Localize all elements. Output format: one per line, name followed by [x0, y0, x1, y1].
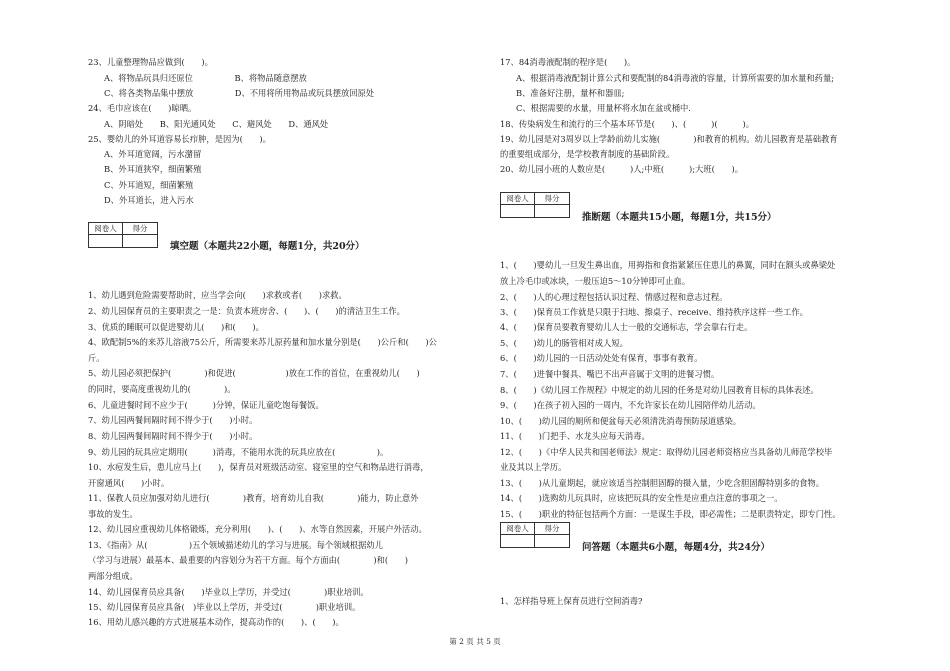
question-line: 23、儿童整理物品应做到( )。: [88, 57, 213, 67]
question-line: 11、保教人员应加强对幼儿进行( )教育，培育幼儿自我( )能力，防止意外: [88, 493, 419, 503]
reviewer-label: 阅卷人: [89, 223, 123, 235]
question-line: 5、幼儿园必须把保护( )和促进( )放在工作的首位，在重视幼儿( ): [88, 368, 420, 378]
judge-section-title: 推断题（本题共15小题，每题1分，共15分）: [582, 212, 777, 223]
reviewer-cell: [89, 235, 123, 247]
question-line: A、阴暗处 B、阳光通风处 C、避风处 D、通风处: [104, 119, 329, 129]
question-line: 12、幼儿园应重视幼儿体格锻炼，充分利用( )、( )、水等自然因素，开展户外活动。: [88, 524, 427, 534]
question-line: 业及其以上学历。: [500, 462, 567, 472]
question-line: 9、幼儿园的玩具应定期用( )消毒，不能用水洗的玩具应放在( )。: [88, 447, 389, 457]
score-cell: [535, 205, 569, 217]
question-line: B、外耳道狭窄，细菌繁殖: [104, 164, 202, 174]
question-line: 的同时，要高度重视幼儿的( )。: [88, 384, 236, 394]
question-line: 10、水痘发生后，患儿应马上( )，保育员对班级活动室、寝室里的空气和物品进行消毒，: [88, 462, 429, 472]
question-line: 7、( )进餐中餐具、嘴巴不出声音属于文明的进餐习惯。: [500, 369, 720, 379]
question-line: A、将物品玩具归还原位 B、将物品随意摆放: [104, 73, 307, 83]
reviewer-label: 阅卷人: [501, 193, 535, 205]
question-line: 13、《指南》从( )五个领域描述幼儿的学习与进展。每个领域根据幼儿: [88, 540, 383, 550]
question-line: 14、幼儿园保育员应具备( )毕业以上学历，并受过( )职业培训。: [88, 587, 369, 597]
question-line: 24、毛巾应该在( )晾晒。: [88, 103, 197, 113]
question-line: 13、( )从儿童期起，就应该适当控制胆固醇的摄入量，少吃含胆固醇特别多的食物。: [500, 478, 825, 488]
question-line: 4、欧配制5%的来苏儿溶液75公斤，所需要来苏儿原药量和加水量分别是( )公斤和( )公: [88, 337, 437, 347]
question-line: 15、( )职业的特征包括两个方面：一是谋生手段，即必需性；二是职责特定，即专门性。: [500, 509, 841, 519]
question-line: C、根据需要的水量，用量杯将水加在盆或桶中.: [516, 103, 691, 113]
question-line: 14、( )选购幼儿玩具时，应该把玩具的安全性是应重点注意的事项之一。: [500, 493, 783, 503]
score-label: 得分: [123, 223, 157, 235]
question-line: D、外耳道长，进入污水: [104, 195, 194, 205]
question-line: 放上冷毛巾或冰块，一般压迫5～10分钟即可止血。: [500, 276, 691, 286]
question-line: 2、( )人的心理过程包括认识过程、情感过程和意志过程。: [500, 292, 728, 302]
score-box-qa: [500, 522, 570, 548]
question-line: 1、幼儿遇到危险需要帮助时，应当学会向( )求救或者( )求救。: [88, 290, 347, 300]
reviewer-cell: [501, 535, 535, 547]
question-line: 3、优质的睡眠可以促进婴幼儿( )和( )。: [88, 322, 264, 332]
question-line: A、外耳道宽阔，污水潴留: [104, 149, 202, 159]
question-line: 4、( )保育员要教育婴幼儿人士一般的交通标志，学会靠右行走。: [500, 322, 753, 332]
question-line: 开窗通风( )小时。: [88, 478, 170, 488]
question-line: C、将各类物品集中摆放 D、不用将所用物品或玩具摆放回原处: [104, 88, 375, 98]
question-line: 2、幼儿园保育员的主要职责之一是：负责本班房舍、( )、( )的清洁卫生工作。: [88, 306, 405, 316]
score-label: 得分: [535, 193, 569, 205]
score-cell: [535, 535, 569, 547]
question-line: （学习与进展）最基本、最重要的内容划分为若干方面。每个方面由( )和( ): [88, 555, 408, 565]
question-line: 19、幼儿园是对3周岁以上学龄前幼儿实施( )和教育的机构。幼儿园教育是基础教育: [500, 134, 838, 144]
question-line: B、准备好注册，量杯和器皿;: [516, 88, 625, 98]
question-line: 15、幼儿园保育员应具备( )毕业以上学历，并受过( )职业培训。: [88, 602, 361, 612]
question-line: 斤。: [88, 353, 105, 363]
question-line: 18、传染病发生和流行的三个基本环节是( )、( )( )。: [500, 119, 754, 129]
qa-section-title: 问答题（本题共6小题，每题4分，共24分）: [582, 542, 770, 553]
question-line: 1、怎样指导班上保育员进行空间消毒?: [500, 596, 643, 606]
question-line: 事故的发生。: [88, 509, 138, 519]
question-line: 17、84消毒液配制的程序是( )。: [500, 57, 636, 67]
reviewer-label: 阅卷人: [501, 523, 535, 535]
question-line: 6、( )幼儿园的一日活动处处有保育，事事有教育。: [500, 353, 703, 363]
question-line: 8、( )《幼儿园工作规程》中规定的幼儿园的任务是对幼儿园教育目标的具体表述。: [500, 385, 819, 395]
question-line: 9、( )在孩子初入园的一周内，不允许家长在幼儿园陪伴幼儿活动。: [500, 400, 761, 410]
reviewer-cell: [501, 205, 535, 217]
question-line: 6、儿童进餐时间不应少于( )分钟，保证儿童吃饱每餐饭。: [88, 400, 324, 410]
question-line: A、根据消毒液配制计算公式和要配制的84消毒液的容量，计算所需要的加水量和药量;: [516, 73, 835, 83]
question-line: 25、婴幼儿的外耳道容易长疖肿，是因为( )。: [88, 134, 271, 144]
score-box-judge: [500, 192, 570, 218]
question-line: 20、幼儿园小班的人数应是( )人;中班( );大班( )。: [500, 164, 743, 174]
question-line: 11、( )门把手、水龙头应每天消毒。: [500, 431, 650, 441]
question-line: 10、( )幼儿园的厕所和便盆每天必须清洗消毒预防尿道感染。: [500, 416, 742, 426]
question-line: 两部分组成。: [88, 571, 138, 581]
score-box-fill: [88, 222, 158, 248]
question-line: 8、幼儿园两餐间隔时间不得少于( )小时。: [88, 431, 258, 441]
question-line: 12、( )《中华人民共和国老师法》规定：取得幼儿园老师资格应当具备幼儿师范学校毕: [500, 447, 833, 457]
question-line: 7、幼儿园两餐间隔时间不得少于( )小时。: [88, 415, 258, 425]
question-line: 16、用幼儿感兴趣的方式进展基本动作，提高动作的( )、( )。: [88, 617, 344, 627]
fill-section-title: 填空题（本题共22小题，每题1分，共20分）: [170, 241, 365, 252]
question-line: C、外耳道短，细菌繁殖: [104, 180, 194, 190]
question-line: 3、( )保育员工作就是只限于扫地、擦桌子、receive、维持秩序这样一些工作。: [500, 307, 808, 317]
question-line: 5、( )幼儿的肠管相对成人短。: [500, 338, 628, 348]
score-label: 得分: [535, 523, 569, 535]
score-cell: [123, 235, 157, 247]
question-line: 的重要组成部分，是学校教育制度的基础阶段。: [500, 149, 675, 159]
question-line: 1、( )婴幼儿一旦发生鼻出血，用拇指和食指紧紧压住患儿的鼻翼，同时在额头或鼻梁处: [500, 260, 836, 270]
page-footer: 第 2 页 共 5 页: [449, 637, 501, 646]
